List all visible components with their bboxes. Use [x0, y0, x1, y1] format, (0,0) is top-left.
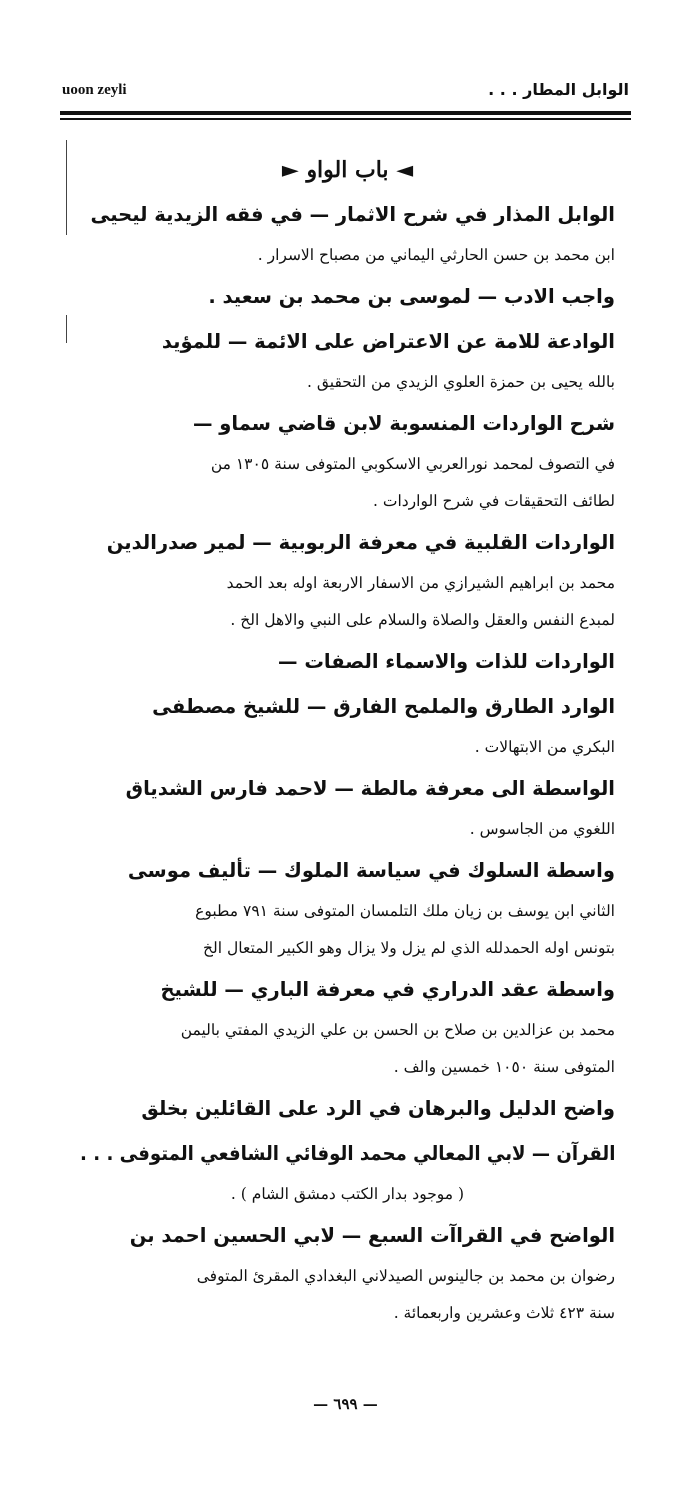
bibliography-entry [80, 274, 615, 319]
header-rule-thick [60, 111, 631, 115]
bibliography-entry [80, 520, 615, 639]
running-title: الوابل المطار . . . [488, 80, 629, 99]
bibliography-entry [80, 1086, 615, 1131]
entry-text-line: محمد بن عزالدين بن صلاح بن الحسن بن علي الزيدي المفتي باليمن [180, 1021, 615, 1039]
entry-text-line: المتوفى سنة ١٠٥٠ خمسين والف . [393, 1058, 615, 1076]
entry-title-line: واضح الدليل والبرهان في الرد على القائلين بخلق [141, 1097, 615, 1120]
entry-title-line: واجب الادب — لموسى بن محمد بن سعيد . [208, 285, 615, 308]
bibliography-entry [80, 848, 615, 967]
entry-title-line: الوابل المذار في شرح الاثمار — في فقه الزيدية ليحيى [90, 203, 615, 226]
section-title: ◄ باب الواو ► [281, 157, 414, 183]
entry-text-line: لطائف التحقيقات في شرح الواردات . [373, 492, 615, 510]
entry-text-line: اللغوي من الجاسوس . [469, 820, 615, 838]
page-header [62, 80, 629, 106]
entry-title-line: الوادعة للامة عن الاعتراض على الائمة — للمؤيد [161, 330, 615, 353]
entry-text-line: ( موجود بدار الكتب دمشق الشام ) . [230, 1185, 465, 1203]
entry-text-line: سنة ٤٢٣ ثلاث وعشرين واربعمائة . [393, 1304, 615, 1322]
main-text [80, 148, 615, 1332]
entry-title-line: الواضح في القراآت السبع — لابي الحسين احمد بن [129, 1224, 615, 1247]
entry-title-line: القرآن — لابي المعالي محمد الوفائي الشافعي المتوفى . . . [79, 1142, 615, 1165]
entry-list [80, 192, 615, 1332]
entry-title-line: شرح الواردات المنسوبة لابن قاضي سماو — [192, 412, 615, 435]
entry-text-line: الثاني ابن يوسف بن زيان ملك التلمسان المتوفى سنة ٧٩١ مطبوع [195, 902, 615, 920]
entry-text-line: لمبدع النفس والعقل والصلاة والسلام على النبي والاهل الخ . [230, 611, 615, 629]
page-number: — ٦٩٩ — [313, 1395, 378, 1413]
entry-text-line: بالله يحيى بن حمزة العلوي الزيدي من التحقيق . [307, 373, 615, 391]
bibliography-entry [80, 1131, 615, 1213]
entry-text-line: في التصوف لمحمد نورالعربي الاسكوبي المتوفى سنة ١٣٠٥ من [210, 455, 615, 473]
header-rule-thin [60, 118, 631, 120]
bibliography-entry [80, 319, 615, 401]
entry-title-line: الواسطة الى معرفة مالطة — لاحمد فارس الشدياق [125, 777, 615, 800]
bibliography-entry [80, 1213, 615, 1332]
entry-title-line: واسطة السلوك في سياسة الملوك — تأليف موسى [127, 859, 615, 882]
bibliography-entry [80, 639, 615, 684]
bibliography-entry [80, 684, 615, 766]
margin-line-mark [66, 140, 67, 235]
entry-title-line: الوارد الطارق والملمح الفارق — للشيخ مصطفى [152, 695, 615, 718]
entry-text-line: ابن محمد بن حسن الحارثي اليماني من مصباح الاسرار . [257, 246, 615, 264]
entry-title-line: الواردات القلبية في معرفة الربوبية — لمير صدرالدين [106, 531, 615, 554]
bibliography-entry [80, 967, 615, 1086]
entry-text-line: البكري من الابتهالات . [474, 738, 615, 756]
entry-text-line: محمد بن ابراهيم الشيرازي من الاسفار الاربعة اوله بعد الحمد [226, 574, 615, 592]
entry-text-line: رضوان بن محمد بن جالينوس الصيدلاني البغدادي المقرئ المتوفى [196, 1267, 615, 1285]
entry-text-line: بتونس اوله الحمدلله الذي لم يزل ولا يزال وهو الكبير المتعال الخ [203, 939, 615, 957]
entry-title-line: واسطة عقد الدراري في معرفة الباري — للشيخ [160, 978, 615, 1001]
margin-line-mark [66, 315, 67, 343]
author-name: uoon zeyli [62, 82, 127, 98]
entry-title-line: الواردات للذات والاسماء الصفات — [278, 650, 615, 673]
bibliography-entry [80, 401, 615, 520]
bibliography-entry [80, 192, 615, 274]
bibliography-entry [80, 766, 615, 848]
